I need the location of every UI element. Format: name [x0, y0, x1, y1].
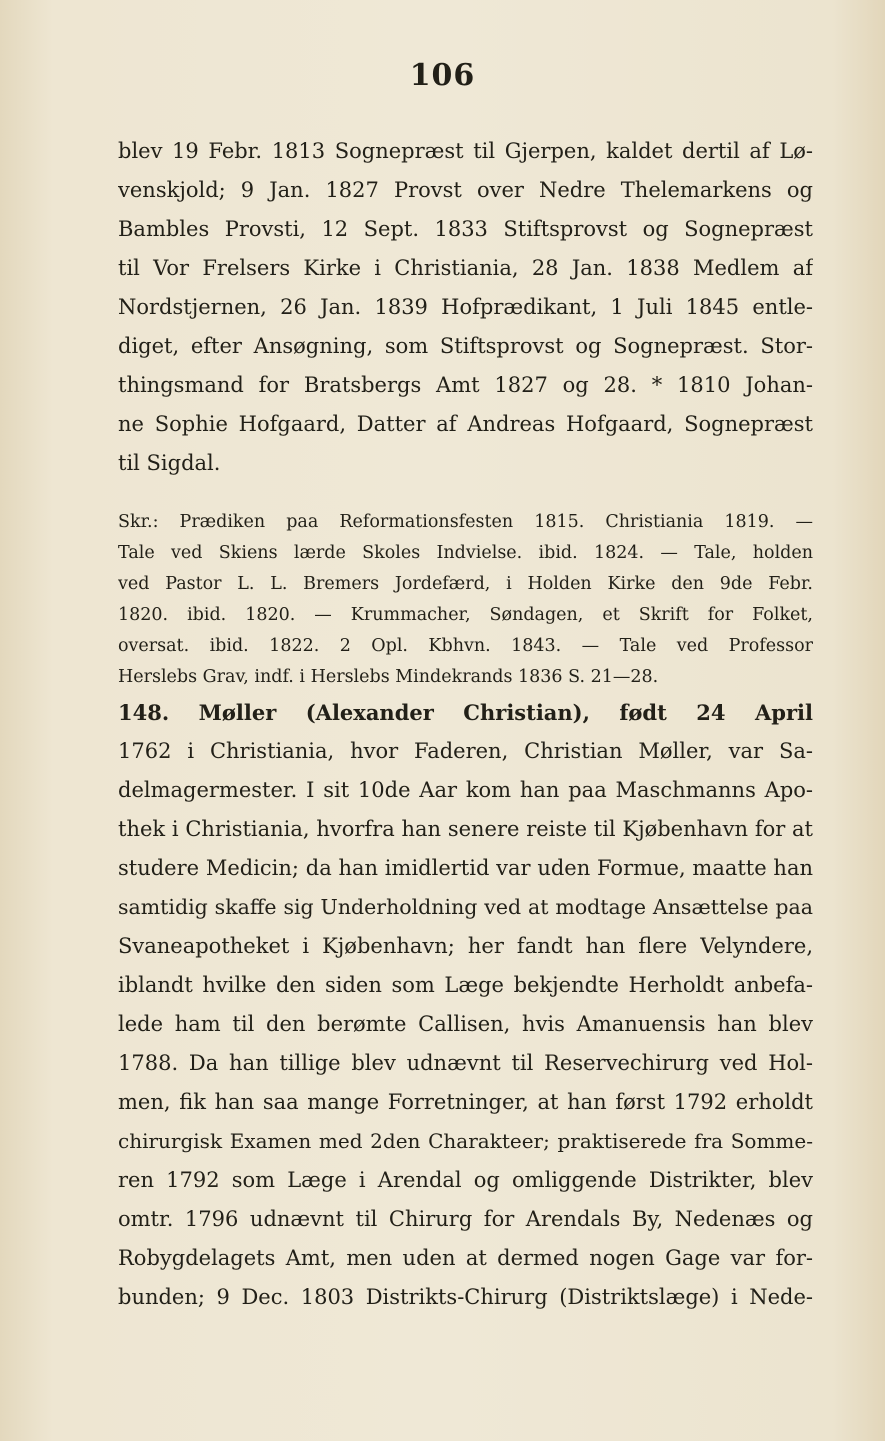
reference-line: Herslebs Grav, indf. i Herslebs Mindekrands 1836 S. 21—28. [118, 667, 659, 687]
reference-line: ved Pastor L. L. Bremers Jordefærd, i Holden Kirke den 9de Febr. [118, 574, 813, 594]
text-line: 1788. Da han tillige blev udnævnt til Reservechirurg ved Hol- [118, 1051, 813, 1075]
page-text [118, 132, 813, 1317]
text-line: Svaneapotheket i Kjøbenhavn; her fandt han flere Velyndere, [118, 934, 813, 958]
text-line: ren 1792 som Læge i Arendal og omliggende Distrikter, blev [118, 1168, 813, 1192]
reference-line: Tale ved Skiens lærde Skoles Indvielse. ibid. 1824. — Tale, holden [118, 543, 813, 563]
text-line: lede ham til den berømte Callisen, hvis Amanuensis han blev [118, 1012, 813, 1036]
text-line: thingsmand for Bratsbergs Amt 1827 og 28. * 1810 Johan- [118, 373, 813, 397]
writings-list [118, 507, 813, 693]
text-line: thek i Christiania, hvorfra han senere reiste til Kjøbenhavn for at [118, 817, 813, 841]
text-line: men, fik han saa mange Forretninger, at han først 1792 erholdt [118, 1090, 813, 1114]
spacer [118, 483, 813, 507]
text-line: diget, efter Ansøgning, som Stiftsprovst og Sognepræst. Stor- [118, 334, 813, 358]
page-number: 106 [409, 58, 476, 93]
reference-line: oversat. ibid. 1822. 2 Opl. Kbhvn. 1843. — Tale ved Professor [118, 636, 813, 656]
text-line: til Vor Frelsers Kirke i Christiania, 28 Jan. 1838 Medlem af [118, 256, 813, 280]
text-line: bunden; 9 Dec. 1803 Distrikts-Chirurg (Distriktslæge) i Nede- [118, 1285, 813, 1309]
text-line: iblandt hvilke den siden som Læge bekjendte Herholdt anbefa- [118, 973, 813, 997]
text-line: til Sigdal. [118, 451, 221, 475]
text-line: Nordstjernen, 26 Jan. 1839 Hofprædikant, 1 Juli 1845 entle- [118, 295, 813, 319]
paragraph-entry-148 [118, 693, 813, 1317]
reference-line: 1820. ibid. 1820. — Krummacher, Søndagen, et Skrift for Folket, [118, 605, 813, 625]
text-line: studere Medicin; da han imidlertid var uden Formue, maatte han [118, 856, 813, 880]
text-line: chirurgisk Examen med 2den Charakteer; praktiserede fra Somme- [118, 1129, 813, 1153]
paragraph-entry-147-continued [118, 132, 813, 483]
text-line: blev 19 Febr. 1813 Sognepræst til Gjerpen, kaldet dertil af Lø- [118, 139, 813, 163]
text-line: Bambles Provsti, 12 Sept. 1833 Stiftsprovst og Sognepræst [118, 217, 813, 241]
text-line: Robygdelagets Amt, men uden at dermed nogen Gage var for- [118, 1246, 813, 1270]
text-line: 1762 i Christiania, hvor Faderen, Christian Møller, var Sa- [118, 739, 813, 763]
text-line: samtidig skaffe sig Underholdning ved at modtage Ansættelse paa [118, 895, 813, 919]
text-line: delmagermester. I sit 10de Aar kom han paa Maschmanns Apo- [118, 778, 813, 802]
entry-heading-line: 148. Møller (Alexander Christian), født 24 April [118, 700, 813, 725]
reference-line: Skr.: Prædiken paa Reformationsfesten 1815. Christiania 1819. — [118, 512, 813, 532]
text-line: omtr. 1796 udnævnt til Chirurg for Arendals By, Nedenæs og [118, 1207, 813, 1231]
text-line: ne Sophie Hofgaard, Datter af Andreas Hofgaard, Sognepræst [118, 412, 813, 436]
text-line: venskjold; 9 Jan. 1827 Provst over Nedre Thelemarkens og [118, 178, 813, 202]
